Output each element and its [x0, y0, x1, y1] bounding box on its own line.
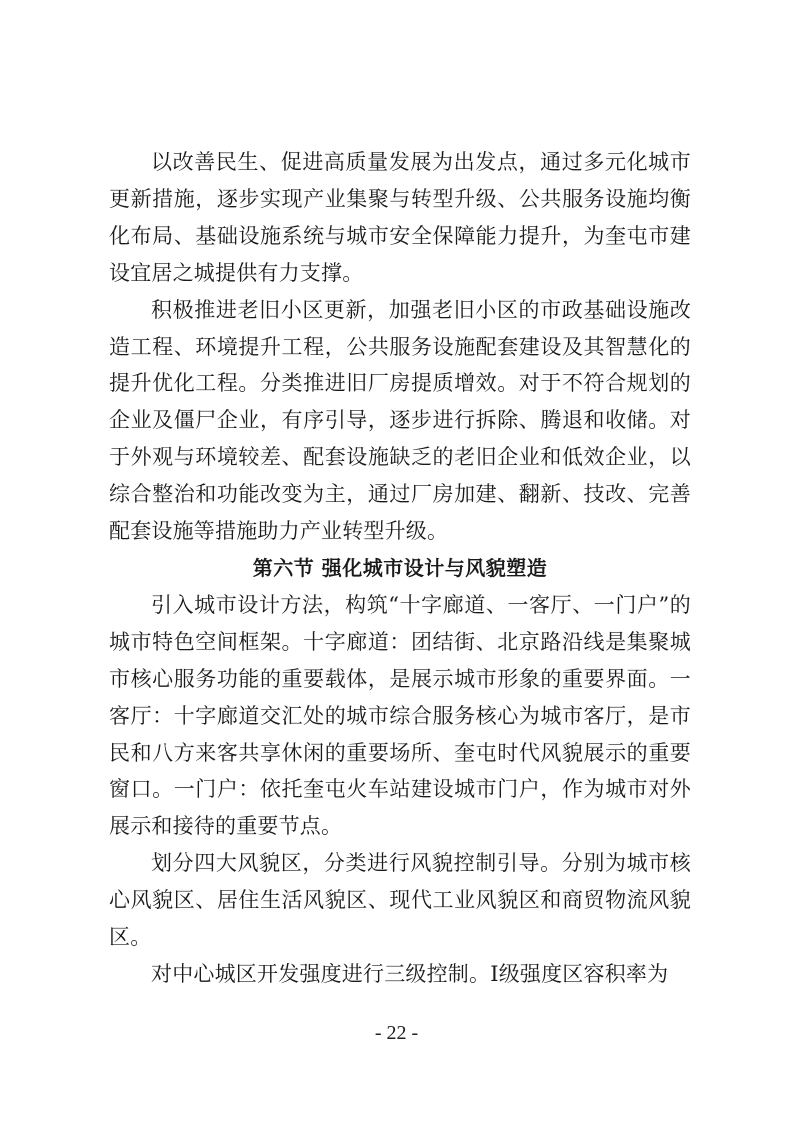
page-body [109, 144, 691, 993]
section-heading: 第六节 强化城市设计与风貌塑造 [252, 555, 548, 580]
page-number: - 22 - [374, 1022, 419, 1044]
paragraph-style-zones: 划分四大风貌区，分类进行风貌控制引导。分别为城市核心风貌区、居住生活风貌区、现代工业风貌区和商贸物流风貌区。 [109, 851, 691, 950]
paragraph-old-community-renewal: 积极推进老旧小区更新，加强老旧小区的市政基础设施改造工程、环境提升工程，公共服务设施配套建设及其智慧化的提升优化工程。分类推进旧厂房提质增效。对于不符合规划的企业及僵尸企业，有序引导，逐步进行拆除、腾退和收储。对于外观与环境较差、配套设施缺乏的老旧企业和低效企业，以综合整治和功能改变为主，通过厂房加建、翻新、技改、完善配套设施等措施助力产业转型升级。 [109, 297, 691, 544]
paragraph-urban-renewal-goals: 以改善民生、促进高质量发展为出发点，通过多元化城市更新措施，逐步实现产业集聚与转型升级、公共服务设施均衡化布局、基础设施系统与城市安全保障能力提升，为奎屯市建设宜居之城提供有力支撑。 [109, 150, 691, 285]
paragraph-intensity-control: 对中心城区开发强度进行三级控制。Ⅰ级强度区容积率为 [151, 961, 669, 986]
paragraph-urban-design-framework: 引入城市设计方法，构筑“十字廊道、一客厅、一门户”的城市特色空间框架。十字廊道：团结街、北京路沿线是集聚城市核心服务功能的重要载体，是展示城市形象的重要界面。一客厅：十字廊道交汇处的城市综合服务核心为城市客厅，是市民和八方来客共享休闲的重要场所、奎屯时代风貌展示的重要窗口。一门户：依托奎屯火车站建设城市门户，作为城市对外展示和接待的重要节点。 [109, 592, 691, 839]
